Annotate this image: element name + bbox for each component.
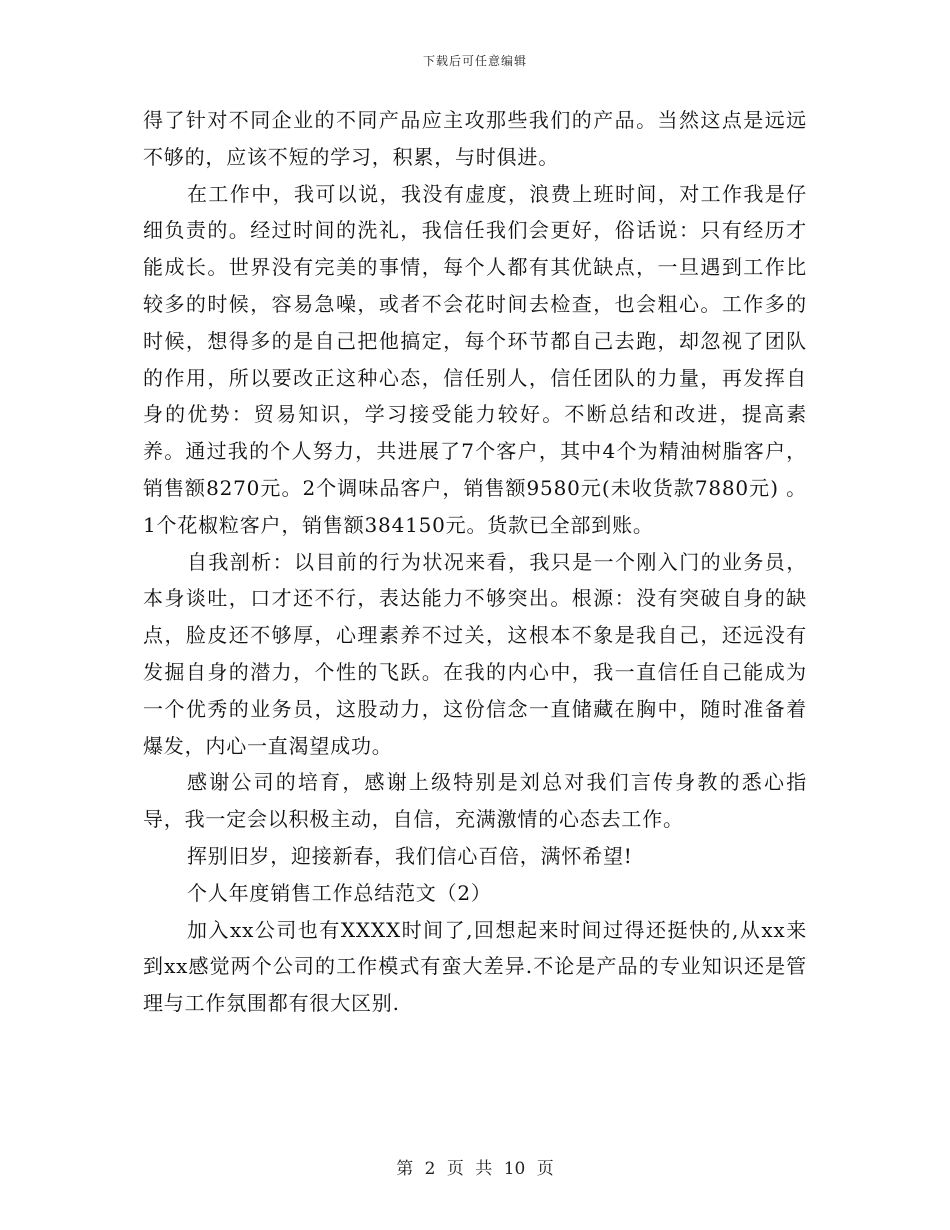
page-number-footer: 第 2 页 共 10 页	[396, 1159, 554, 1179]
paragraph-2: 在工作中，我可以说，我没有虚度，浪费上班时间，对工作我是仔细负责的。经过时间的洗礼，我信任我们会更好，俗话说：只有经历才能成长。世界没有完美的事情，每个人都有其优缺点，一旦遇到工作比较多的时候，容易急噪，或者不会花时间去检查，也会粗心。工作多的时候，想得多的是自己把他搞定，每个环节都自己去跑，却忽视了团队的作用，所以要改正这种心态，信任别人，信任团队的力量，再发挥自身的优势：贸易知识，学习接受能力较好。不断总结和改进，提高素养。通过我的个人努力，共进展了7个客户，其中4个为精油树脂客户，销售额8270元。2个调味品客户，销售额9580元(未收货款7880元) 。1个花椒粒客户，销售额384150元。货款已全部到账。	[143, 181, 807, 537]
page-header: 下载后可任意编辑	[422, 54, 527, 68]
paragraph-7: 加入xx公司也有XXXX时间了,回想起来时间过得还挺快的,从xx来到xx感觉两个公司的工作模式有蛮大差异.不论是产品的专业知识还是管理与工作氛围都有很大区别.	[143, 917, 807, 1016]
paragraph-1: 得了针对不同企业的不同产品应主攻那些我们的产品。当然这点是远远不够的，应该不短的学习，积累，与时俱进。	[143, 108, 807, 169]
paragraph-3: 自我剖析：以目前的行为状况来看，我只是一个刚入门的业务员，本身谈吐，口才还不行，表达能力不够突出。根源：没有突破自身的缺点，脸皮还不够厚，心理素养不过关，这根本不象是我自己，还远没有发掘自身的潜力，个性的飞跃。在我的内心中，我一直信任自己能成为一个优秀的业务员，这股动力，这份信念一直储藏在胸中，随时准备着爆发，内心一直渴望成功。	[143, 549, 807, 758]
paragraph-5: 挥别旧岁，迎接新春，我们信心百倍，满怀希望!	[187, 843, 633, 868]
paragraph-4: 感谢公司的培育，感谢上级特别是刘总对我们言传身教的悉心指导，我一定会以积极主动，自信，充满激情的心态去工作。	[143, 770, 807, 832]
document-body	[143, 102, 807, 1022]
section-heading: 个人年度销售工作总结范文（2）	[187, 880, 492, 905]
